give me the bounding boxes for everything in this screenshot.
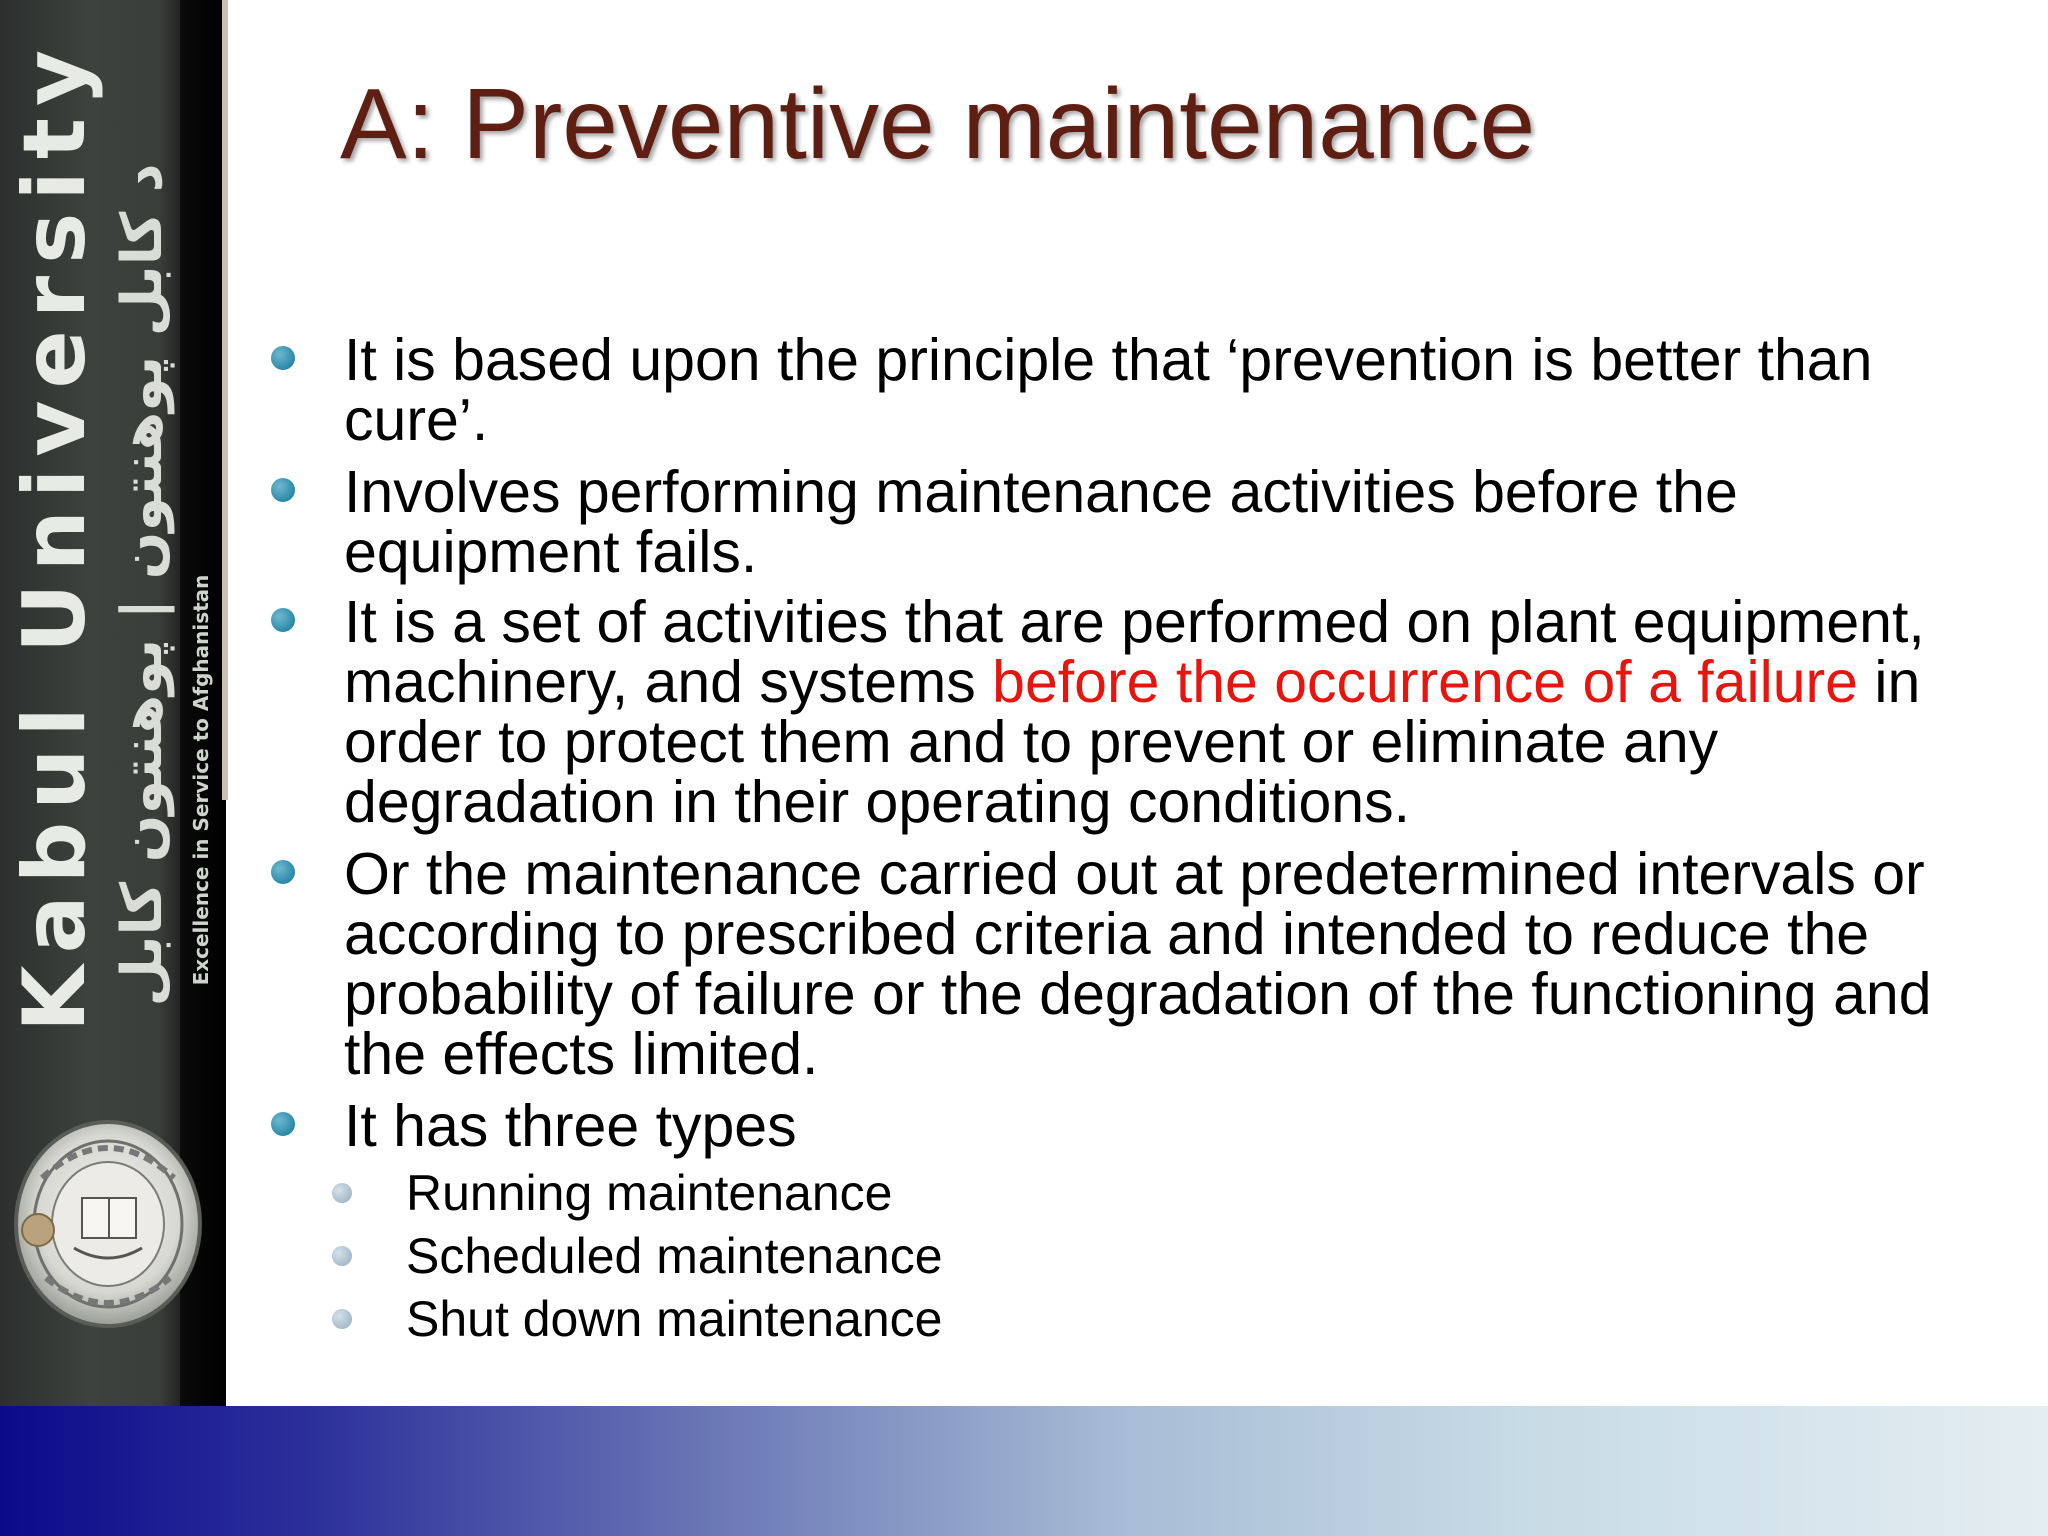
sub-bullet-dot-icon: [332, 1246, 352, 1266]
bullet-text: It has three types: [344, 1093, 797, 1159]
banner-university-name: Kabul University: [5, 37, 105, 1033]
bullet-text: It is a set of activities that are performed on plant equipment, machinery, and systems: [344, 589, 1925, 715]
bullet-item: [344, 589, 1984, 835]
sub-bullet-dot-icon: [332, 1309, 352, 1329]
bullet-dot-icon: [271, 608, 295, 632]
sub-bullet-item: [406, 1226, 1606, 1286]
bullet-text: Or the maintenance carried out at predetermined intervals or according to prescribed criteria and intended to reduce the probability of failure or the degradation of the functioning and the effects limited.: [344, 841, 1932, 1087]
bullet-dot-icon: [271, 346, 295, 370]
bullet-dot-icon: [271, 860, 295, 884]
bullet-text: in order to protect them and to prevent or eliminate any degradation in their operating conditions.: [344, 649, 1921, 835]
bullet-text: Involves performing maintenance activities before the equipment fails.: [344, 459, 1738, 585]
sub-bullet-dot-icon: [332, 1183, 352, 1203]
slide-title: A: Preventive maintenance: [340, 68, 1536, 180]
bullet-dot-icon: [271, 478, 295, 502]
bullet-item: [344, 841, 1984, 1087]
sub-bullet-item: [406, 1289, 1606, 1349]
bullet-highlight-text: before the occurrence of a failure: [992, 649, 1858, 715]
sub-bullet-text: Scheduled maintenance: [406, 1228, 943, 1284]
bullet-dot-icon: [271, 1112, 295, 1136]
bullet-text: It is based upon the principle that ‘prevention is better than cure’.: [344, 327, 1873, 453]
banner-motto: Excellence in Service to Afghanistan: [189, 574, 213, 986]
bullet-item: [344, 459, 1984, 585]
footer-gradient-bar: [0, 1406, 2048, 1536]
sub-bullet-text: Running maintenance: [406, 1165, 893, 1221]
banner-native-name: د کابل پوهنتون | پوهنتون کابل: [110, 163, 175, 1007]
sub-bullet-text: Shut down maintenance: [406, 1291, 943, 1347]
bullet-item: [344, 327, 1984, 453]
sub-bullet-item: [406, 1163, 1606, 1223]
bullet-item: [344, 1093, 1984, 1159]
